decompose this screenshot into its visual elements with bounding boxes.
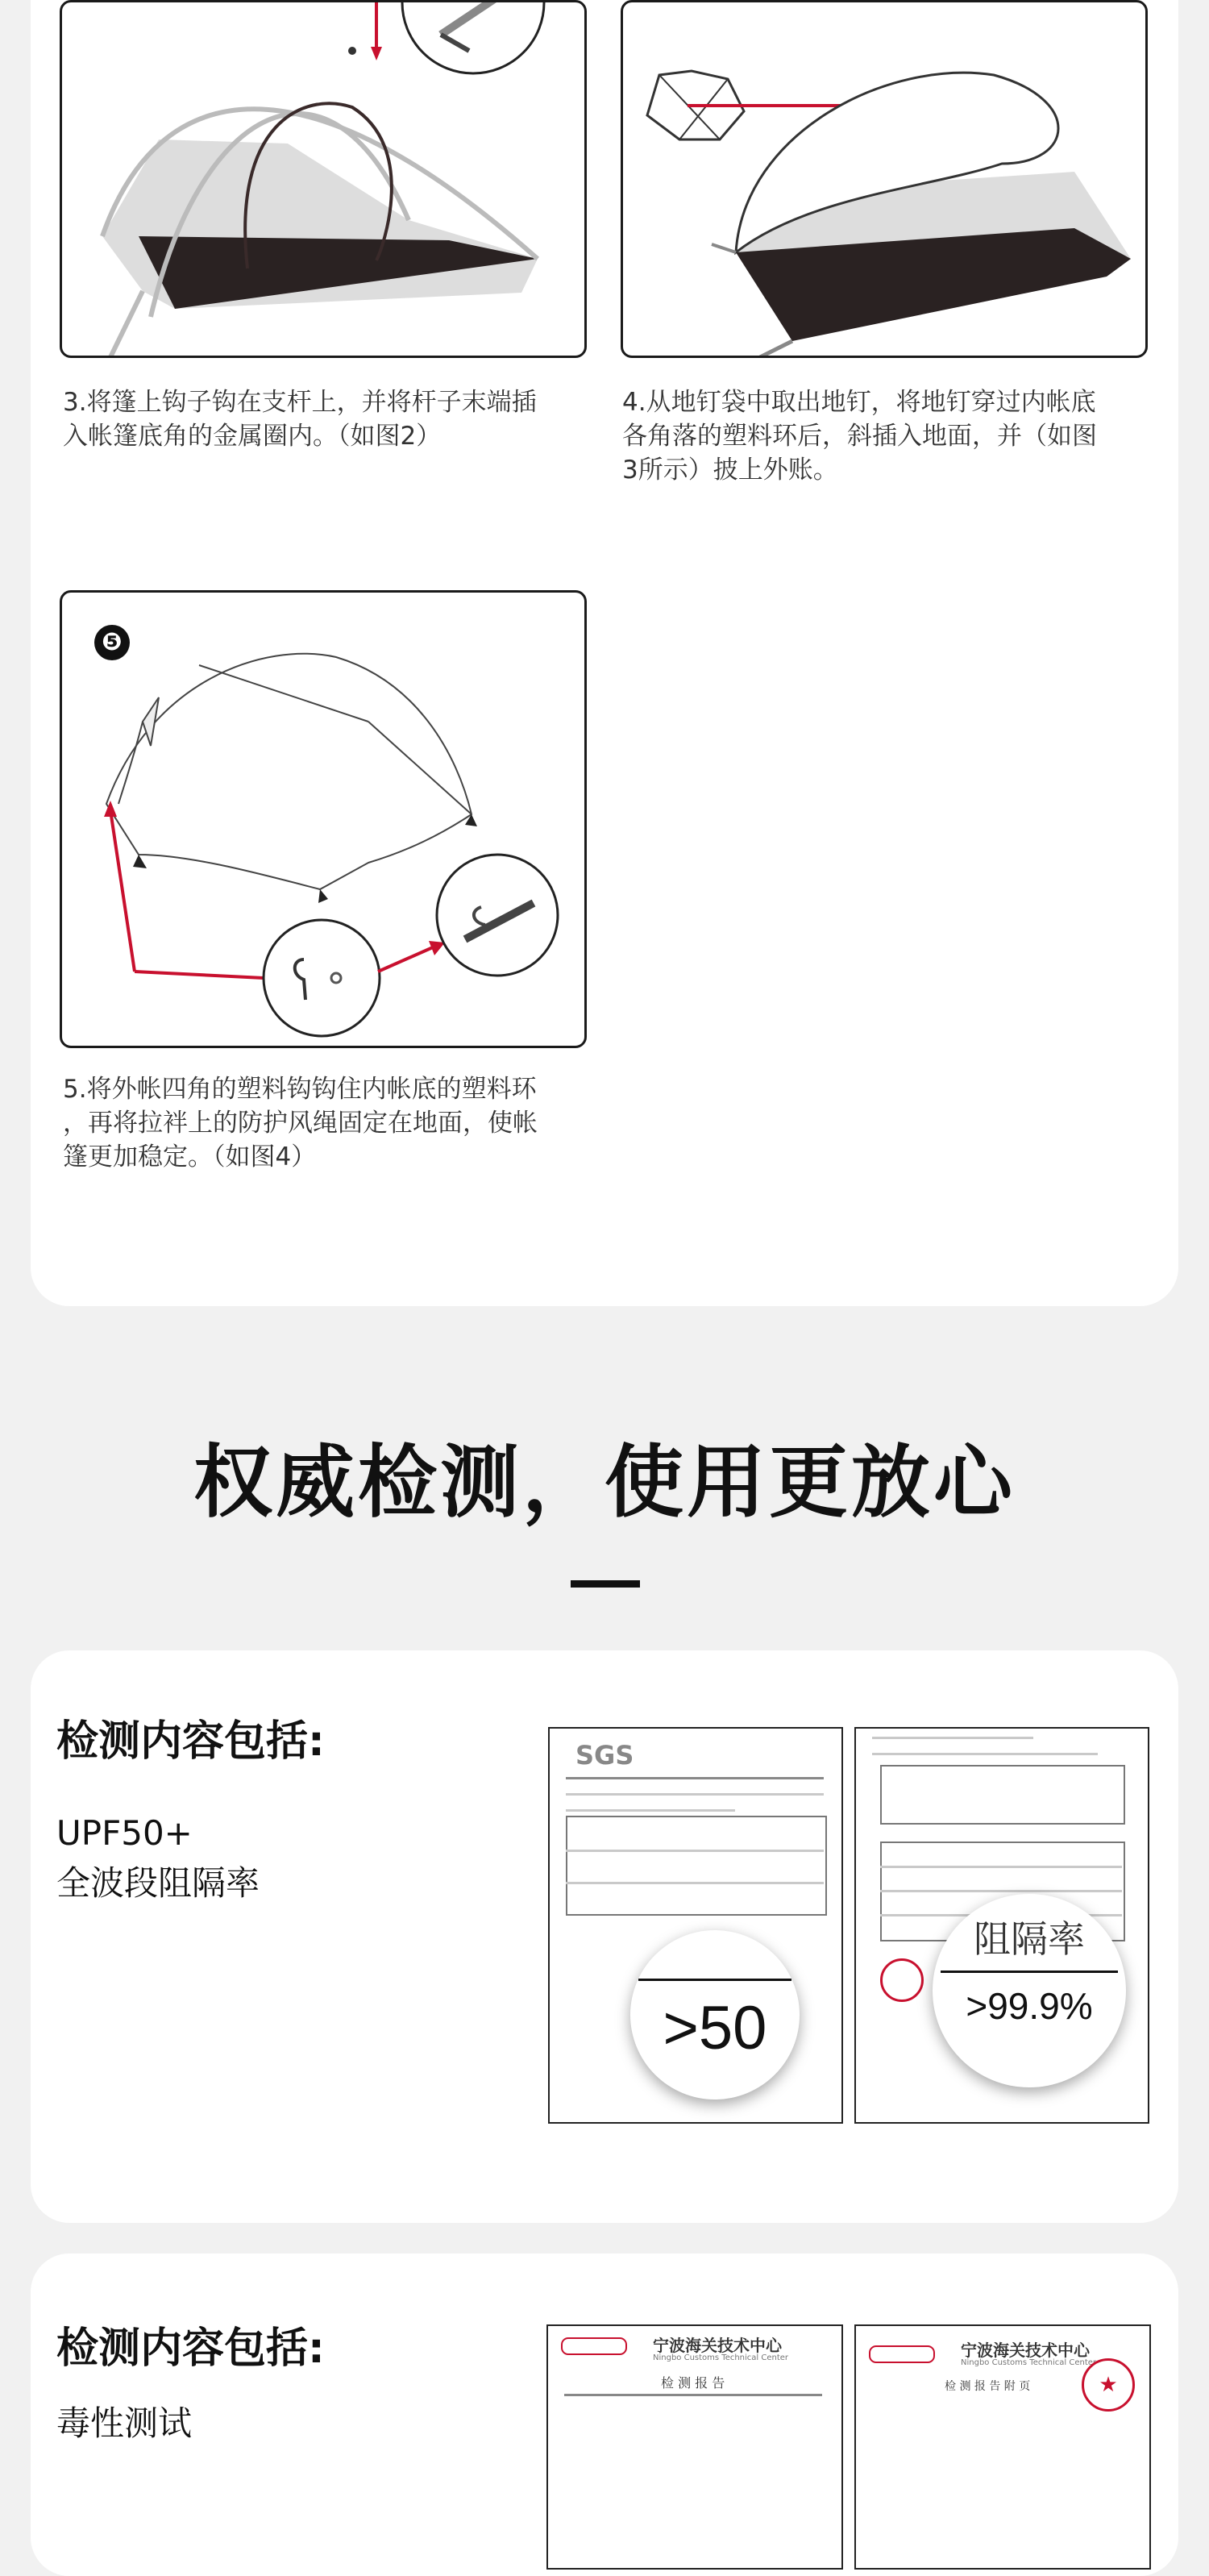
step3-caption-line: 入帐篷底角的金属圈内。（如图2） [63,422,442,451]
block-rate-value: >99.9% [966,1985,1093,2027]
block-rate-magnifier [933,1894,1126,2087]
sgs-logo: SGS [575,1740,634,1771]
magnifier-divider [941,1970,1118,1973]
step3-tent-drawing [62,2,584,356]
step3-illustration [60,0,587,358]
customs-logo-icons [869,2345,935,2363]
doc-line [566,1777,824,1779]
step3-caption [63,385,595,453]
customs-center-name: 宁波海关技术中心 [961,2341,1090,2360]
block-rate-report-image [854,1727,1149,2124]
customs-center-en: Ningbo Customs Technical Center [961,2358,1097,2367]
doc-line [872,1753,1098,1755]
doc-line [566,1850,824,1852]
sgs-report-image [548,1727,843,2124]
test-item: 全波段阻隔率 [56,1863,260,1903]
report-title: 检 测 报 告 附 页 [945,2380,1031,2393]
doc-line [880,1890,1122,1892]
magnifier-divider [638,1979,791,1981]
doc-line [872,1737,1033,1739]
test-heading: 检测内容包括: [56,2324,325,2373]
instructions-card [31,0,1178,1306]
customs-center-name: 宁波海关技术中心 [653,2336,782,2355]
doc-line [566,1809,735,1812]
red-stamp: ★ [1082,2358,1135,2412]
test-heading: 检测内容包括: [56,1717,325,1766]
step4-caption-line: 3所示）披上外账。 [622,456,838,485]
test-card-toxicity [31,2253,1178,2576]
red-stamp [880,1958,924,2002]
block-rate-label: 阻隔率 [974,1917,1085,1961]
step4-tent-drawing [623,2,1145,356]
upf-magnifier [630,1930,800,2100]
test-item: UPF50+ [56,1813,193,1853]
upf-value: >50 [663,1994,767,2062]
customs-logo-icons [561,2337,627,2355]
step5-number-badge: ❺ [94,625,130,660]
step4-caption [622,385,1170,487]
step5-caption-line: 5.将外帐四角的塑料钩钩住内帐底的塑料环 [63,1075,537,1104]
step5-caption-line: ，再将拉袢上的防护风绳固定在地面，使帐 [63,1109,538,1138]
step4-caption-line: 4.从地钉袋中取出地钉，将地钉穿过内帐底 [622,388,1096,417]
doc-line [880,1866,1122,1868]
customs-report-image [546,2324,843,2570]
step3-caption-line: 3.将篷上钩子钩在支杆上，并将杆子末端插 [63,388,537,417]
doc-line [566,1882,824,1884]
doc-line [564,2394,822,2396]
step5-caption [63,1072,611,1174]
customs-report-appendix-image [854,2324,1151,2570]
doc-table [880,1765,1125,1825]
doc-table [566,1816,827,1916]
report-title: 检 测 报 告 [661,2375,725,2391]
step5-caption-line: 篷更加稳定。（如图4） [63,1142,317,1171]
step5-illustration [60,590,587,1048]
section-title: 权威检测，使用更放心 [193,1437,1016,1529]
section-title-underline [571,1580,640,1588]
test-card-upf [31,1650,1178,2223]
test-item: 毒性测试 [56,2403,193,2443]
step4-illustration [621,0,1148,358]
doc-line [566,1793,824,1796]
customs-center-en: Ningbo Customs Technical Center [653,2353,789,2362]
step5-tent-drawing [62,593,584,1046]
step4-caption-line: 各角落的塑料环后，斜插入地面，并（如图 [622,422,1097,451]
